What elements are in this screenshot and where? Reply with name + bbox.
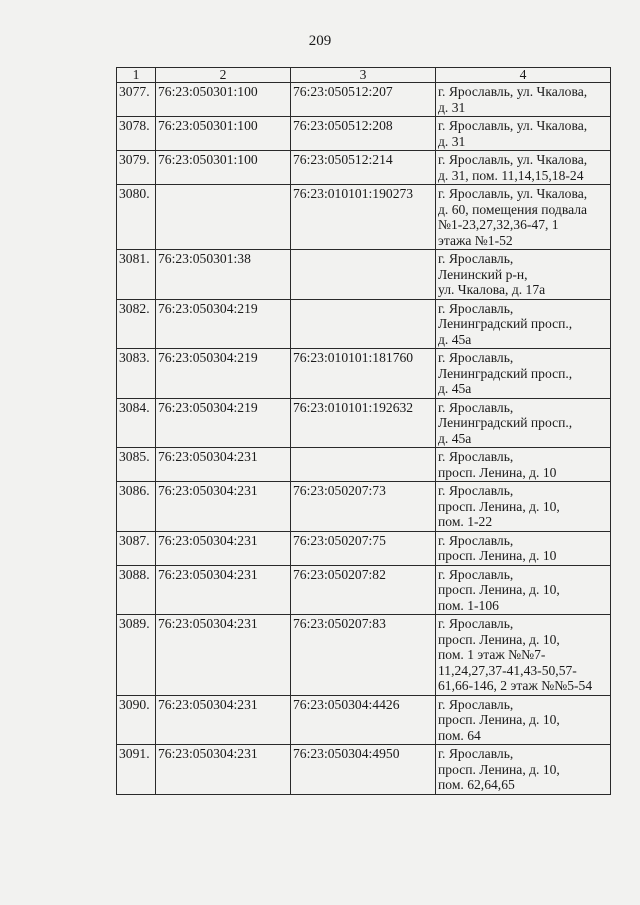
entry-number: 3084.: [117, 398, 156, 448]
address-line: г. Ярославль,: [438, 251, 514, 266]
address-cell: [436, 482, 611, 532]
address-cell: [436, 448, 611, 482]
address-line: г. Ярославль,: [438, 483, 514, 498]
table-row: [117, 117, 611, 151]
address-cell: [436, 695, 611, 745]
address-line: д. 45а: [438, 381, 472, 396]
cadastral-number-object: 76:23:010101:192632: [291, 398, 436, 448]
address-line: пом. 1-22: [438, 514, 493, 529]
page-number: 209: [308, 33, 332, 49]
cadastral-number-land: 76:23:050304:231: [156, 531, 291, 565]
entry-number: 3082.: [117, 299, 156, 349]
cadastral-number-object: [291, 250, 436, 300]
address-cell: [436, 745, 611, 795]
table-row: [117, 448, 611, 482]
cadastral-number-land: 76:23:050304:219: [156, 299, 291, 349]
address-line: г. Ярославль,: [438, 532, 514, 548]
address-line: д. 31, пом. 11,14,15,18-24: [438, 167, 584, 183]
column-header-1: 1: [117, 68, 156, 83]
cadastral-number-object: 76:23:050512:214: [291, 151, 436, 185]
address-line: г. Ярославль,: [438, 746, 514, 761]
register-table: [116, 67, 611, 795]
address-line: просп. Ленина, д. 10,: [438, 498, 560, 514]
address-line: г. Ярославль,: [438, 449, 514, 464]
cadastral-number-object: 76:23:050207:82: [291, 565, 436, 615]
entry-number: 3089.: [117, 615, 156, 696]
address-line: г. Ярославль,: [438, 566, 514, 582]
address-cell: [436, 299, 611, 349]
address-line: Ленинский р-н,: [438, 266, 528, 282]
table-row: [117, 398, 611, 448]
cadastral-number-object: 76:23:050207:73: [291, 482, 436, 532]
table-row: [117, 83, 611, 117]
address-cell: [436, 117, 611, 151]
address-line: д. 45а: [438, 430, 472, 446]
address-line: просп. Ленина, д. 10,: [438, 712, 560, 727]
address-line: г. Ярославль, ул. Чкалова,: [438, 152, 588, 167]
address-line: пом. 1 этаж №№7-: [438, 647, 546, 662]
cadastral-number-land: 76:23:050301:100: [156, 117, 291, 151]
address-cell: [436, 151, 611, 185]
table-row: [117, 745, 611, 795]
cadastral-number-object: [291, 299, 436, 349]
table-row: [117, 565, 611, 615]
address-line: г. Ярославль,: [438, 350, 514, 365]
address-line: пом. 62,64,65: [438, 777, 515, 792]
entry-number: 3077.: [117, 83, 156, 117]
column-header-4: 4: [436, 68, 611, 83]
cadastral-number-object: [291, 448, 436, 482]
entry-number: 3088.: [117, 565, 156, 615]
entry-number: 3081.: [117, 250, 156, 300]
cadastral-number-object: 76:23:010101:181760: [291, 349, 436, 399]
address-cell: [436, 250, 611, 300]
cadastral-number-land: 76:23:050304:231: [156, 565, 291, 615]
cadastral-number-object: 76:23:050207:75: [291, 531, 436, 565]
entry-number: 3085.: [117, 448, 156, 482]
cadastral-number-object: 76:23:050304:4950: [291, 745, 436, 795]
cadastral-number-land: 76:23:050301:100: [156, 151, 291, 185]
address-line: Ленинградский просп.,: [438, 316, 573, 331]
cadastral-number-object: 76:23:050207:83: [291, 615, 436, 696]
address-line: просп. Ленина, д. 10,: [438, 582, 560, 597]
entry-number: 3091.: [117, 745, 156, 795]
address-line: №1-23,27,32,36-47, 1: [438, 217, 559, 232]
table-header-row: [117, 68, 611, 83]
address-line: д. 31: [438, 133, 466, 149]
address-line: г. Ярославль, ул. Чкалова,: [438, 118, 588, 133]
table-row: [117, 250, 611, 300]
cadastral-number-land: 76:23:050304:219: [156, 349, 291, 399]
address-line: ул. Чкалова, д. 17а: [438, 282, 546, 297]
address-line: г. Ярославль,: [438, 616, 514, 631]
table-row: [117, 482, 611, 532]
cadastral-number-object: 76:23:050512:208: [291, 117, 436, 151]
cadastral-number-land: 76:23:050304:231: [156, 745, 291, 795]
entry-number: 3087.: [117, 531, 156, 565]
address-line: г. Ярославль,: [438, 399, 514, 415]
table-row: [117, 531, 611, 565]
cadastral-number-land: 76:23:050304:231: [156, 448, 291, 482]
table-row: [117, 695, 611, 745]
address-cell: [436, 349, 611, 399]
cadastral-number-land: 76:23:050304:231: [156, 695, 291, 745]
cadastral-number-land: 76:23:050301:100: [156, 83, 291, 117]
cadastral-number-object: 76:23:010101:190273: [291, 185, 436, 250]
cadastral-number-land: 76:23:050301:38: [156, 250, 291, 300]
table-row: [117, 615, 611, 696]
entry-number: 3079.: [117, 151, 156, 185]
address-line: этажа №1-52: [438, 232, 513, 248]
address-line: г. Ярославль, ул. Чкалова,: [438, 186, 588, 201]
entry-number: 3090.: [117, 695, 156, 745]
address-line: пом. 1-106: [438, 597, 499, 613]
table-row: [117, 185, 611, 250]
address-line: просп. Ленина, д. 10: [438, 548, 557, 563]
address-line: г. Ярославль, ул. Чкалова,: [438, 84, 588, 99]
entry-number: 3086.: [117, 482, 156, 532]
address-line: Ленинградский просп.,: [438, 365, 573, 381]
address-cell: [436, 398, 611, 448]
cadastral-number-land: [156, 185, 291, 250]
address-cell: [436, 531, 611, 565]
address-line: просп. Ленина, д. 10,: [438, 761, 560, 777]
entry-number: 3080.: [117, 185, 156, 250]
cadastral-number-land: 76:23:050304:219: [156, 398, 291, 448]
address-line: г. Ярославль,: [438, 696, 514, 712]
address-cell: [436, 185, 611, 250]
table-body: [117, 83, 611, 795]
address-cell: [436, 565, 611, 615]
table-row: [117, 349, 611, 399]
address-line: Ленинградский просп.,: [438, 415, 573, 430]
cadastral-number-object: 76:23:050512:207: [291, 83, 436, 117]
address-line: просп. Ленина, д. 10: [438, 464, 557, 480]
address-line: г. Ярославль,: [438, 300, 514, 316]
entry-number: 3083.: [117, 349, 156, 399]
address-line: 61,66-146, 2 этаж №№5-54: [438, 678, 593, 693]
address-line: д. 60, помещения подвала: [438, 201, 588, 217]
column-header-3: 3: [291, 68, 436, 83]
table-row: [117, 299, 611, 349]
cadastral-number-land: 76:23:050304:231: [156, 615, 291, 696]
entry-number: 3078.: [117, 117, 156, 151]
column-header-2: 2: [156, 68, 291, 83]
address-line: просп. Ленина, д. 10,: [438, 631, 560, 647]
address-line: д. 45а: [438, 331, 472, 347]
address-line: пом. 64: [438, 727, 481, 743]
table-row: [117, 151, 611, 185]
address-line: 11,24,27,37-41,43-50,57-: [438, 662, 577, 678]
cadastral-number-object: 76:23:050304:4426: [291, 695, 436, 745]
address-cell: [436, 83, 611, 117]
cadastral-number-land: 76:23:050304:231: [156, 482, 291, 532]
address-cell: [436, 615, 611, 696]
address-line: д. 31: [438, 99, 466, 115]
